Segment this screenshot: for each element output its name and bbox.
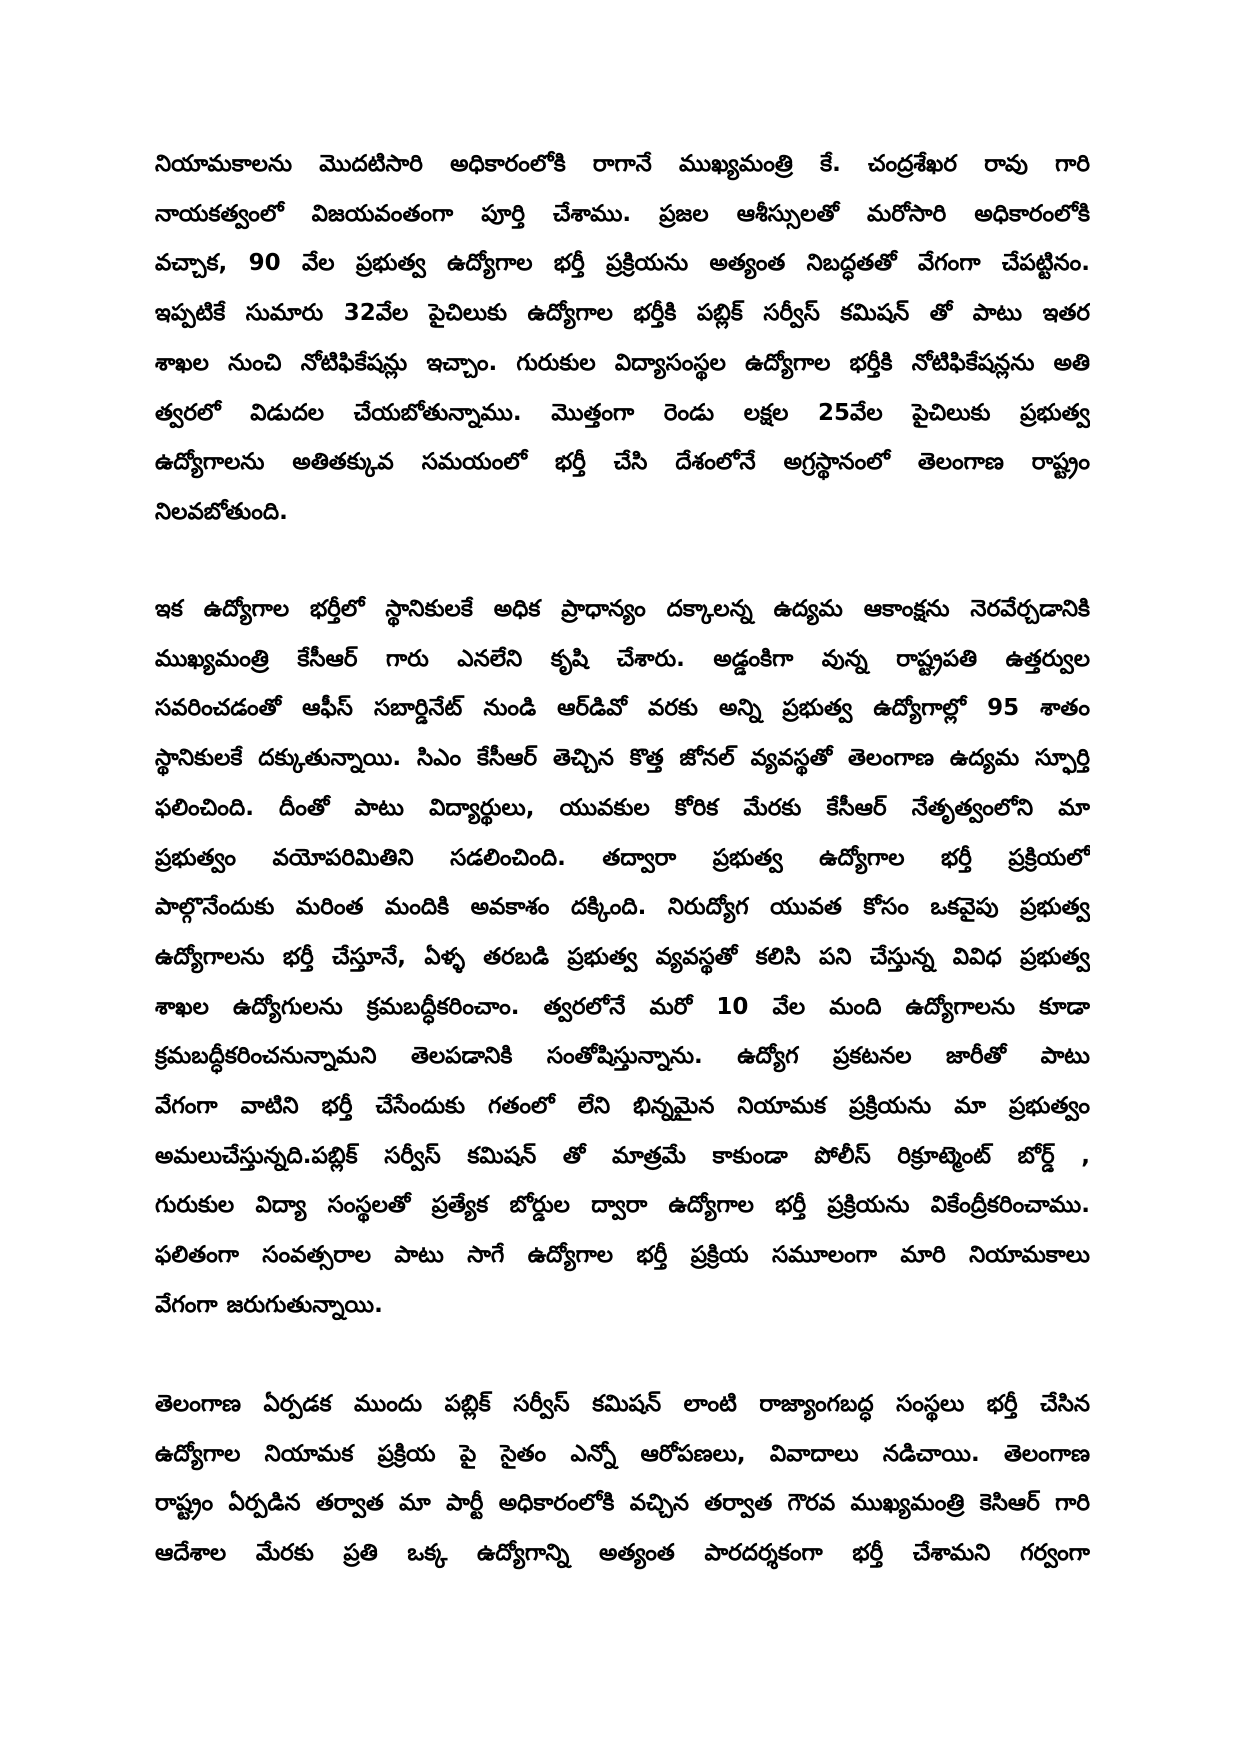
paragraph-line: ఉద్యోగాల నియామక ప్రక్రియ పై సైతం ఎన్నో ఆరోపణలు, వివాదాలు నడిచాయి. తెలంగాణ bbox=[155, 1440, 1090, 1467]
paragraph-2 bbox=[155, 585, 1090, 1331]
paragraph-line: శాఖల ఉద్యోగులను క్రమబద్ధీకరించాం. త్వరలోనే మరో 10 వేల మంది ఉద్యోగాలను కూడా bbox=[155, 993, 1090, 1020]
paragraph-line: ప్రభుత్వం వయోపరిమితిని సడలించింది. తద్వారా ప్రభుత్వ ఉద్యోగాల భర్తీ ప్రక్రియలో bbox=[155, 844, 1090, 871]
paragraph-line: నాయకత్వంలో విజయవంతంగా పూర్తి చేశాము. ప్రజల ఆశీస్సులతో మరోసారి అధికారంలోకి bbox=[155, 200, 1090, 227]
paragraph-line: గురుకుల విద్యా సంస్థలతో ప్రత్యేక బోర్డుల ద్వారా ఉద్యోగాల భర్తీ ప్రక్రియను వికేంద్రీకరించాము. bbox=[155, 1192, 1090, 1219]
paragraph-line: నియామకాలను మొదటిసారి అధికారంలోకి రాగానే ముఖ్యమంత్రి కే. చంద్రశేఖర రావు గారి bbox=[155, 151, 1090, 177]
paragraph-line: ఉద్యోగాలను అతితక్కువ సమయంలో భర్తీ చేసి దేశంలోనే అగ్రస్థానంలో తెలంగాణ రాష్ట్రం bbox=[155, 449, 1090, 476]
paragraph-1 bbox=[155, 140, 1090, 538]
paragraph-line: పాల్గొనేందుకు మరింత మందికి అవకాశం దక్కింది. నిరుద్యోగ యువత కోసం ఒకవైపు ప్రభుత్వ bbox=[155, 894, 1090, 921]
paragraph-line: వేగంగా జరుగుతున్నాయి. bbox=[155, 1291, 383, 1318]
paragraph-line: ఆదేశాల మేరకు ప్రతి ఒక్క ఉద్యోగాన్ని అత్యంత పారదర్శకంగా భర్తీ చేశామని గర్వంగా bbox=[155, 1540, 1090, 1567]
paragraph-line: ఇప్పటికే సుమారు 32వేల పైచిలుకు ఉద్యోగాల భర్తీకి పబ్లిక్ సర్వీస్ కమిషన్ తో పాటు ఇతర bbox=[155, 300, 1090, 327]
paragraph-line: తెలంగాణ ఏర్పడక ముందు పబ్లిక్ సర్వీస్ కమిషన్ లాంటి రాజ్యాంగబద్ధ సంస్థలు భర్తీ చేసిన bbox=[155, 1391, 1090, 1417]
paragraph-line: త్వరలో విడుదల చేయబోతున్నాము. మొత్తంగా రెండు లక్షల 25వేల పైచిలుకు ప్రభుత్వ bbox=[155, 399, 1090, 426]
paragraph-line: వేగంగా వాటిని భర్తీ చేసేందుకు గతంలో లేని భిన్నమైన నియామక ప్రక్రియను మా ప్రభుత్వం bbox=[155, 1093, 1090, 1120]
paragraph-line: ఉద్యోగాలను భర్తీ చేస్తూనే, ఏళ్ళ తరబడి ప్రభుత్వ వ్యవస్థతో కలిసి పని చేస్తున్న వివిధ ప్రభుత్వ bbox=[155, 943, 1090, 970]
paragraph-line: ఫలితంగా సంవత్సరాల పాటు సాగే ఉద్యోగాల భర్తీ ప్రక్రియ సమూలంగా మారి నియామకాలు bbox=[155, 1242, 1090, 1269]
paragraph-line: నిలవబోతుంది. bbox=[155, 498, 288, 525]
paragraph-line: సవరించడంతో ఆఫీస్ సబార్డినేట్ నుండి ఆర్‌డివో వరకు అన్ని ప్రభుత్వ ఉద్యోగాల్లో 95 శాతం bbox=[155, 695, 1090, 722]
paragraph-line: ఇక ఉద్యోగాల భర్తీలో స్థానికులకే అధిక ప్రాధాన్యం దక్కాలన్న ఉద్యమ ఆకాంక్షను నెరవేర్చడానికి bbox=[155, 596, 1090, 622]
paragraph-3 bbox=[155, 1380, 1090, 1579]
paragraph-line: ఫలించింది. దీంతో పాటు విద్యార్థులు, యువకుల కోరిక మేరకు కేసీఆర్ నేతృత్వంలోని మా bbox=[155, 794, 1090, 821]
paragraph-line: వచ్చాక, 90 వేల ప్రభుత్వ ఉద్యోగాల భర్తీ ప్రక్రియను అత్యంత నిబద్ధతతో వేగంగా చేపట్టినం. bbox=[155, 250, 1090, 277]
paragraph-line: క్రమబద్ధీకరించనున్నామని తెలపడానికి సంతోషిస్తున్నాను. ఉద్యోగ ప్రకటనల జారీతో పాటు bbox=[155, 1043, 1090, 1070]
paragraph-line: రాష్ట్రం ఏర్పడిన తర్వాత మా పార్టీ అధికారంలోకి వచ్చిన తర్వాత గౌరవ ముఖ్యమంత్రి కెసిఆర్ గారి bbox=[155, 1490, 1090, 1517]
paragraph-line: అమలుచేస్తున్నది.పబ్లిక్ సర్వీస్ కమిషన్ తో మాత్రమే కాకుండా పోలీస్ రిక్రూట్మెంట్ బోర్డ్ , bbox=[155, 1142, 1090, 1169]
paragraph-line: ముఖ్యమంత్రి కేసీఆర్ గారు ఎనలేని కృషి చేశారు. అడ్డంకిగా వున్న రాష్ట్రపతి ఉత్తర్వుల bbox=[155, 645, 1090, 672]
paragraph-line: శాఖల నుంచి నోటిఫికేషన్లు ఇచ్చాం. గురుకుల విద్యాసంస్థల ఉద్యోగాల భర్తీకి నోటిఫికేషన్లను అతి bbox=[155, 349, 1090, 376]
paragraph-line: స్థానికులకే దక్కుతున్నాయి. సిఎం కేసీఆర్ తెచ్చిన కొత్త జోనల్ వ్యవస్థతో తెలంగాణ ఉద్యమ స్ఫూర్తి bbox=[155, 745, 1090, 772]
